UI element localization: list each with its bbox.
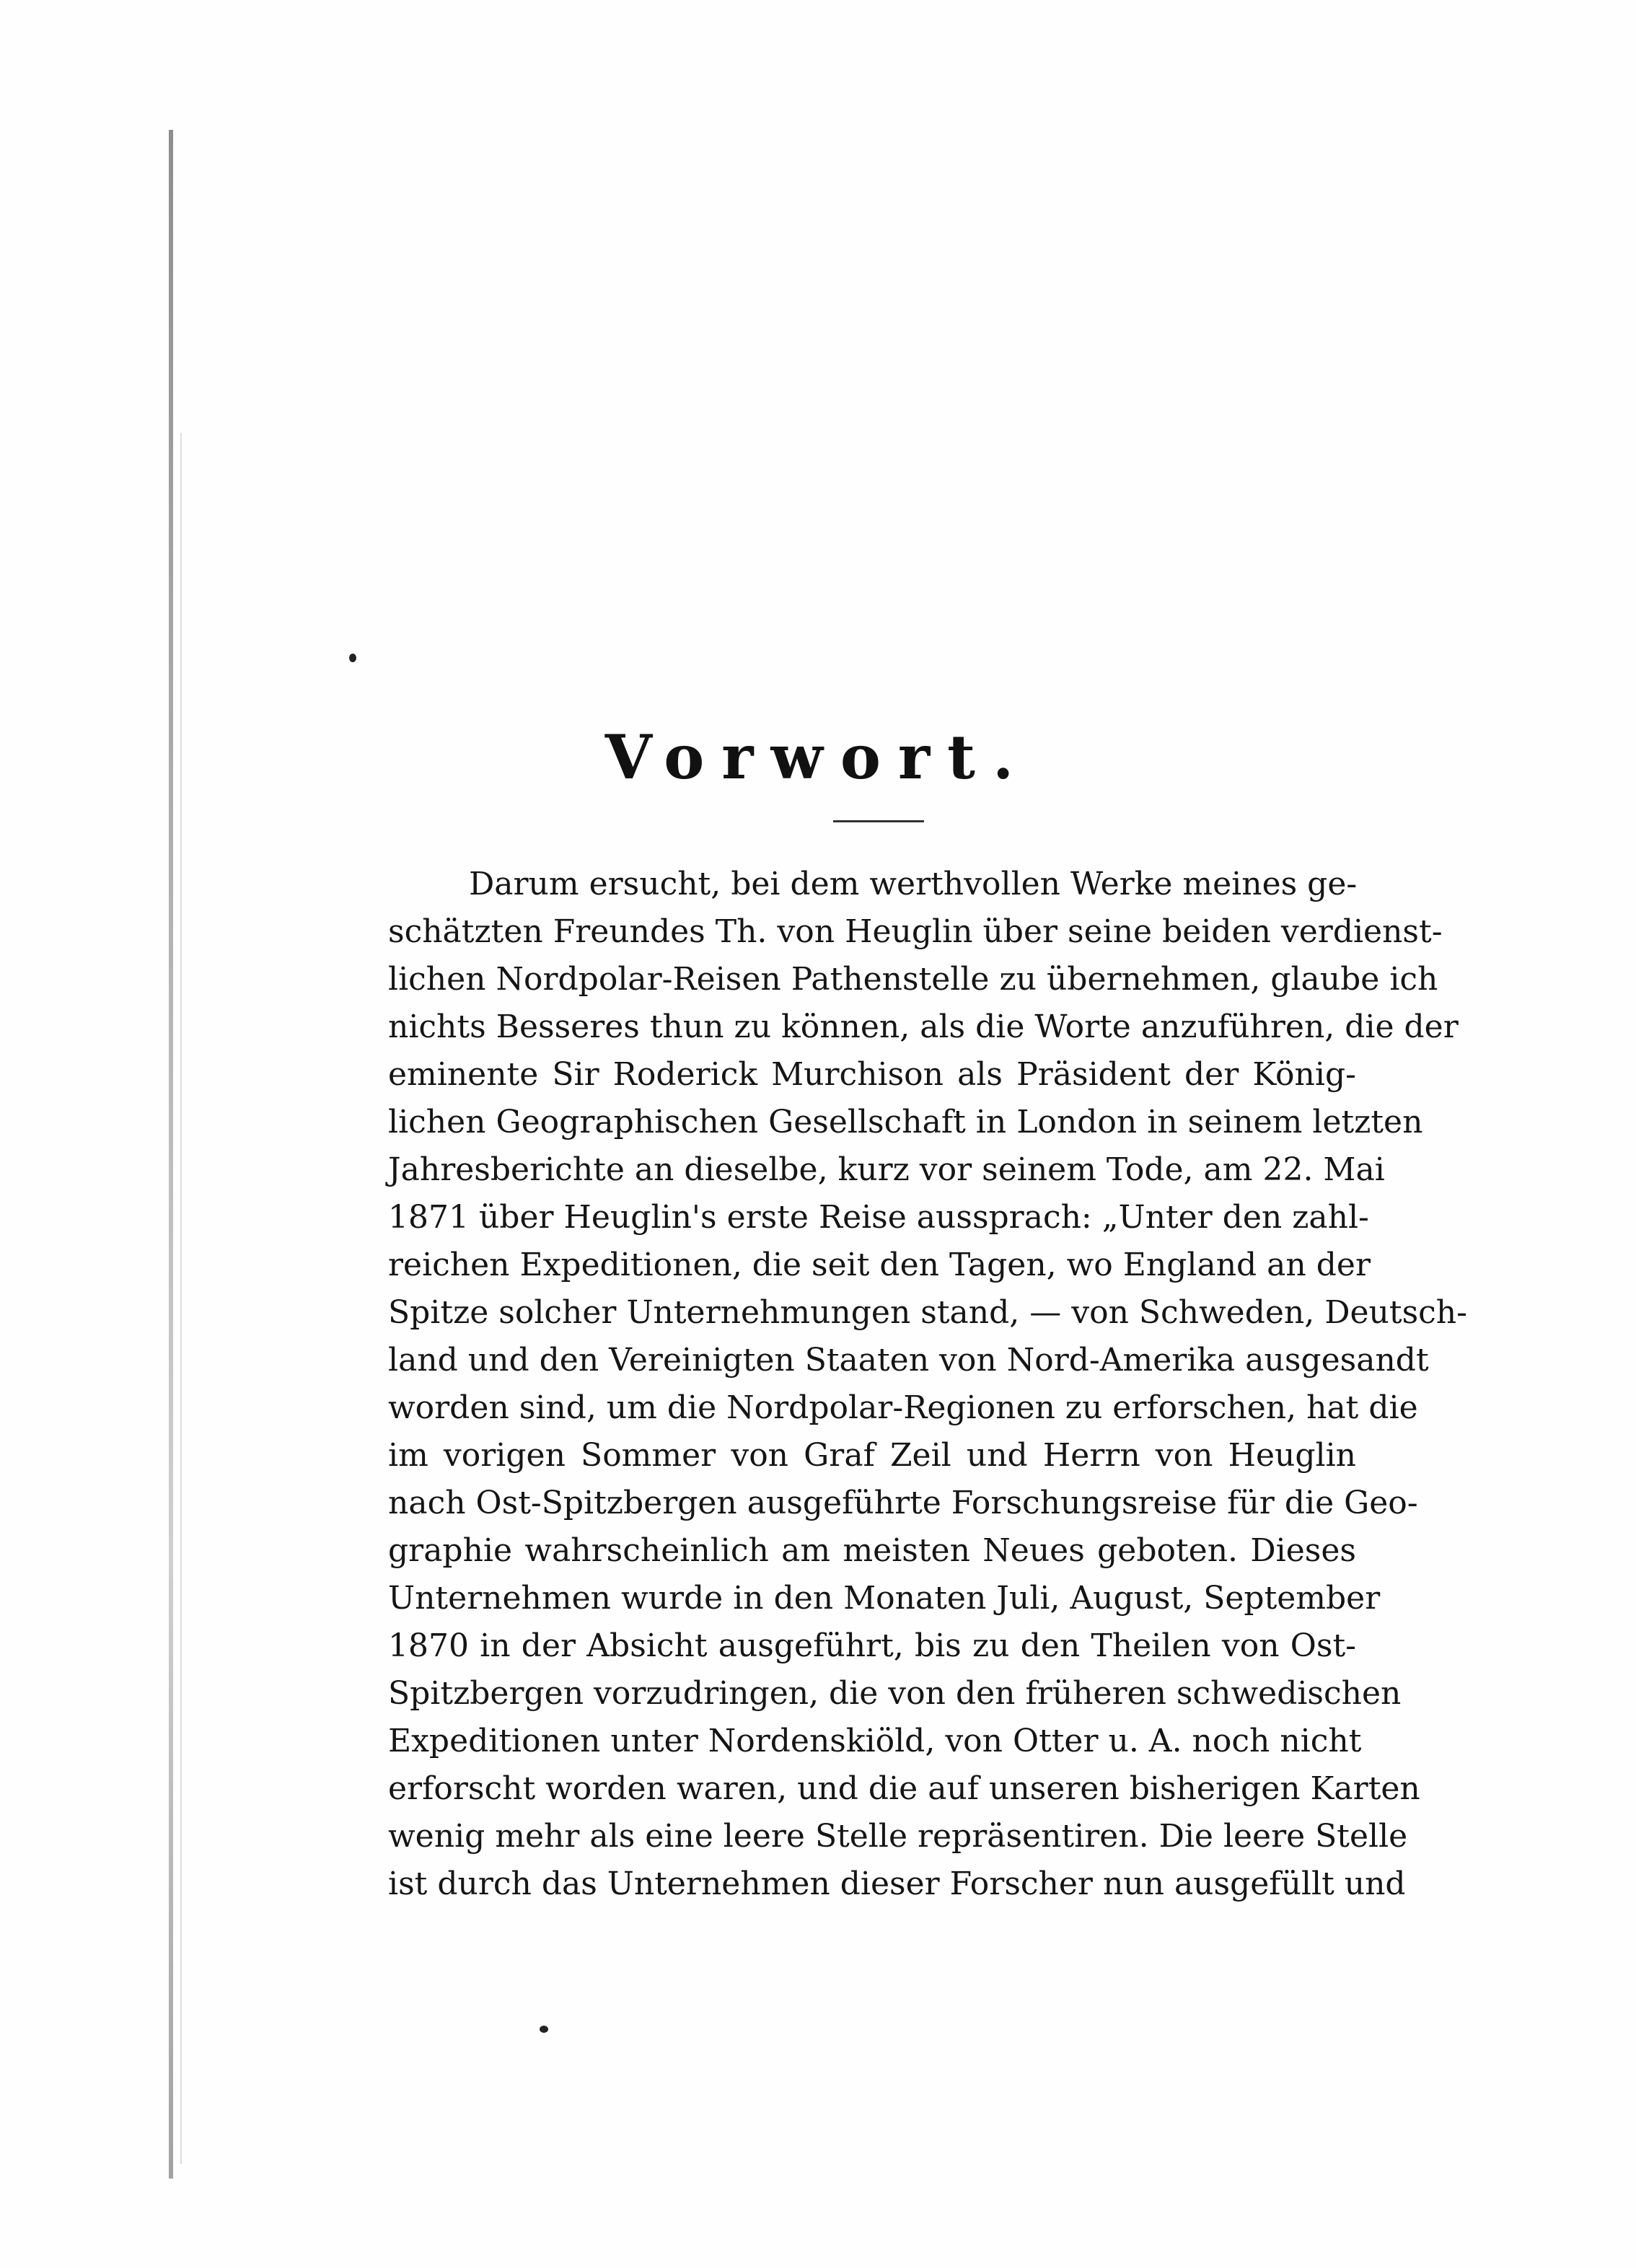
ink-speck [349,654,356,662]
text-line: Unternehmen wurde in den Monaten Juli, August, September [388,1580,1381,1617]
text-line: lichen Geographischen Gesellschaft in London in seinem letzten [388,1104,1423,1140]
text-line: Expeditionen unter Nordenskiöld, von Otter u. A. noch nicht [388,1723,1362,1759]
text-line: Darum ersucht, bei dem werthvollen Werke meines ge- [469,866,1358,902]
text-line: graphie wahrscheinlich am meisten Neues geboten. Dieses [388,1532,1356,1569]
ink-speck [540,2026,548,2033]
preface-paragraph [388,861,1467,1908]
text-line: im vorigen Sommer von Graf Zeil und Herrn von Heuglin [388,1437,1356,1474]
text-line: reichen Expeditionen, die seit den Tagen, wo England an der [388,1247,1371,1283]
text-line: nach Ost-Spitzbergen ausgeführte Forschungsreise für die Geo- [388,1485,1418,1521]
text-line: Spitze solcher Unternehmungen stand, — von Schweden, Deutsch- [388,1294,1467,1331]
text-line: 1871 über Heuglin's erste Reise aussprach: „Unter den zahl- [388,1199,1369,1236]
text-line: 1870 in der Absicht ausgeführt, bis zu den Theilen von Ost- [388,1627,1356,1664]
text-line: land und den Vereinigten Staaten von Nord-Amerika ausgesandt [388,1342,1429,1379]
text-line: nichts Besseres thun zu können, als die Worte anzuführen, die der [388,1008,1459,1045]
page-title: Vorwort. [604,721,1032,793]
text-line: worden sind, um die Nordpolar-Regionen zu erforschen, hat die [388,1389,1418,1426]
text-line: Jahresberichte an dieselbe, kurz vor seinem Tode, am 22. Mai [388,1151,1385,1188]
binding-shadow-inner [180,433,182,2164]
text-line: eminente Sir Roderick Murchison als Präsident der König- [388,1056,1356,1093]
title-rule [833,820,924,822]
text-line: erforscht worden waren, und die auf unseren bisherigen Karten [388,1770,1420,1807]
text-line: Spitzbergen vorzudringen, die von den früheren schwedischen [388,1675,1402,1712]
text-line: wenig mehr als eine leere Stelle repräsentiren. Die leere Stelle [388,1818,1408,1855]
binding-shadow [169,130,173,2179]
text-line: ist durch das Unternehmen dieser Forscher nun ausgefüllt und [388,1865,1406,1902]
text-line: lichen Nordpolar-Reisen Pathenstelle zu übernehmen, glaube ich [388,961,1438,998]
text-line: schätzten Freundes Th. von Heuglin über seine beiden verdienst- [388,913,1443,950]
